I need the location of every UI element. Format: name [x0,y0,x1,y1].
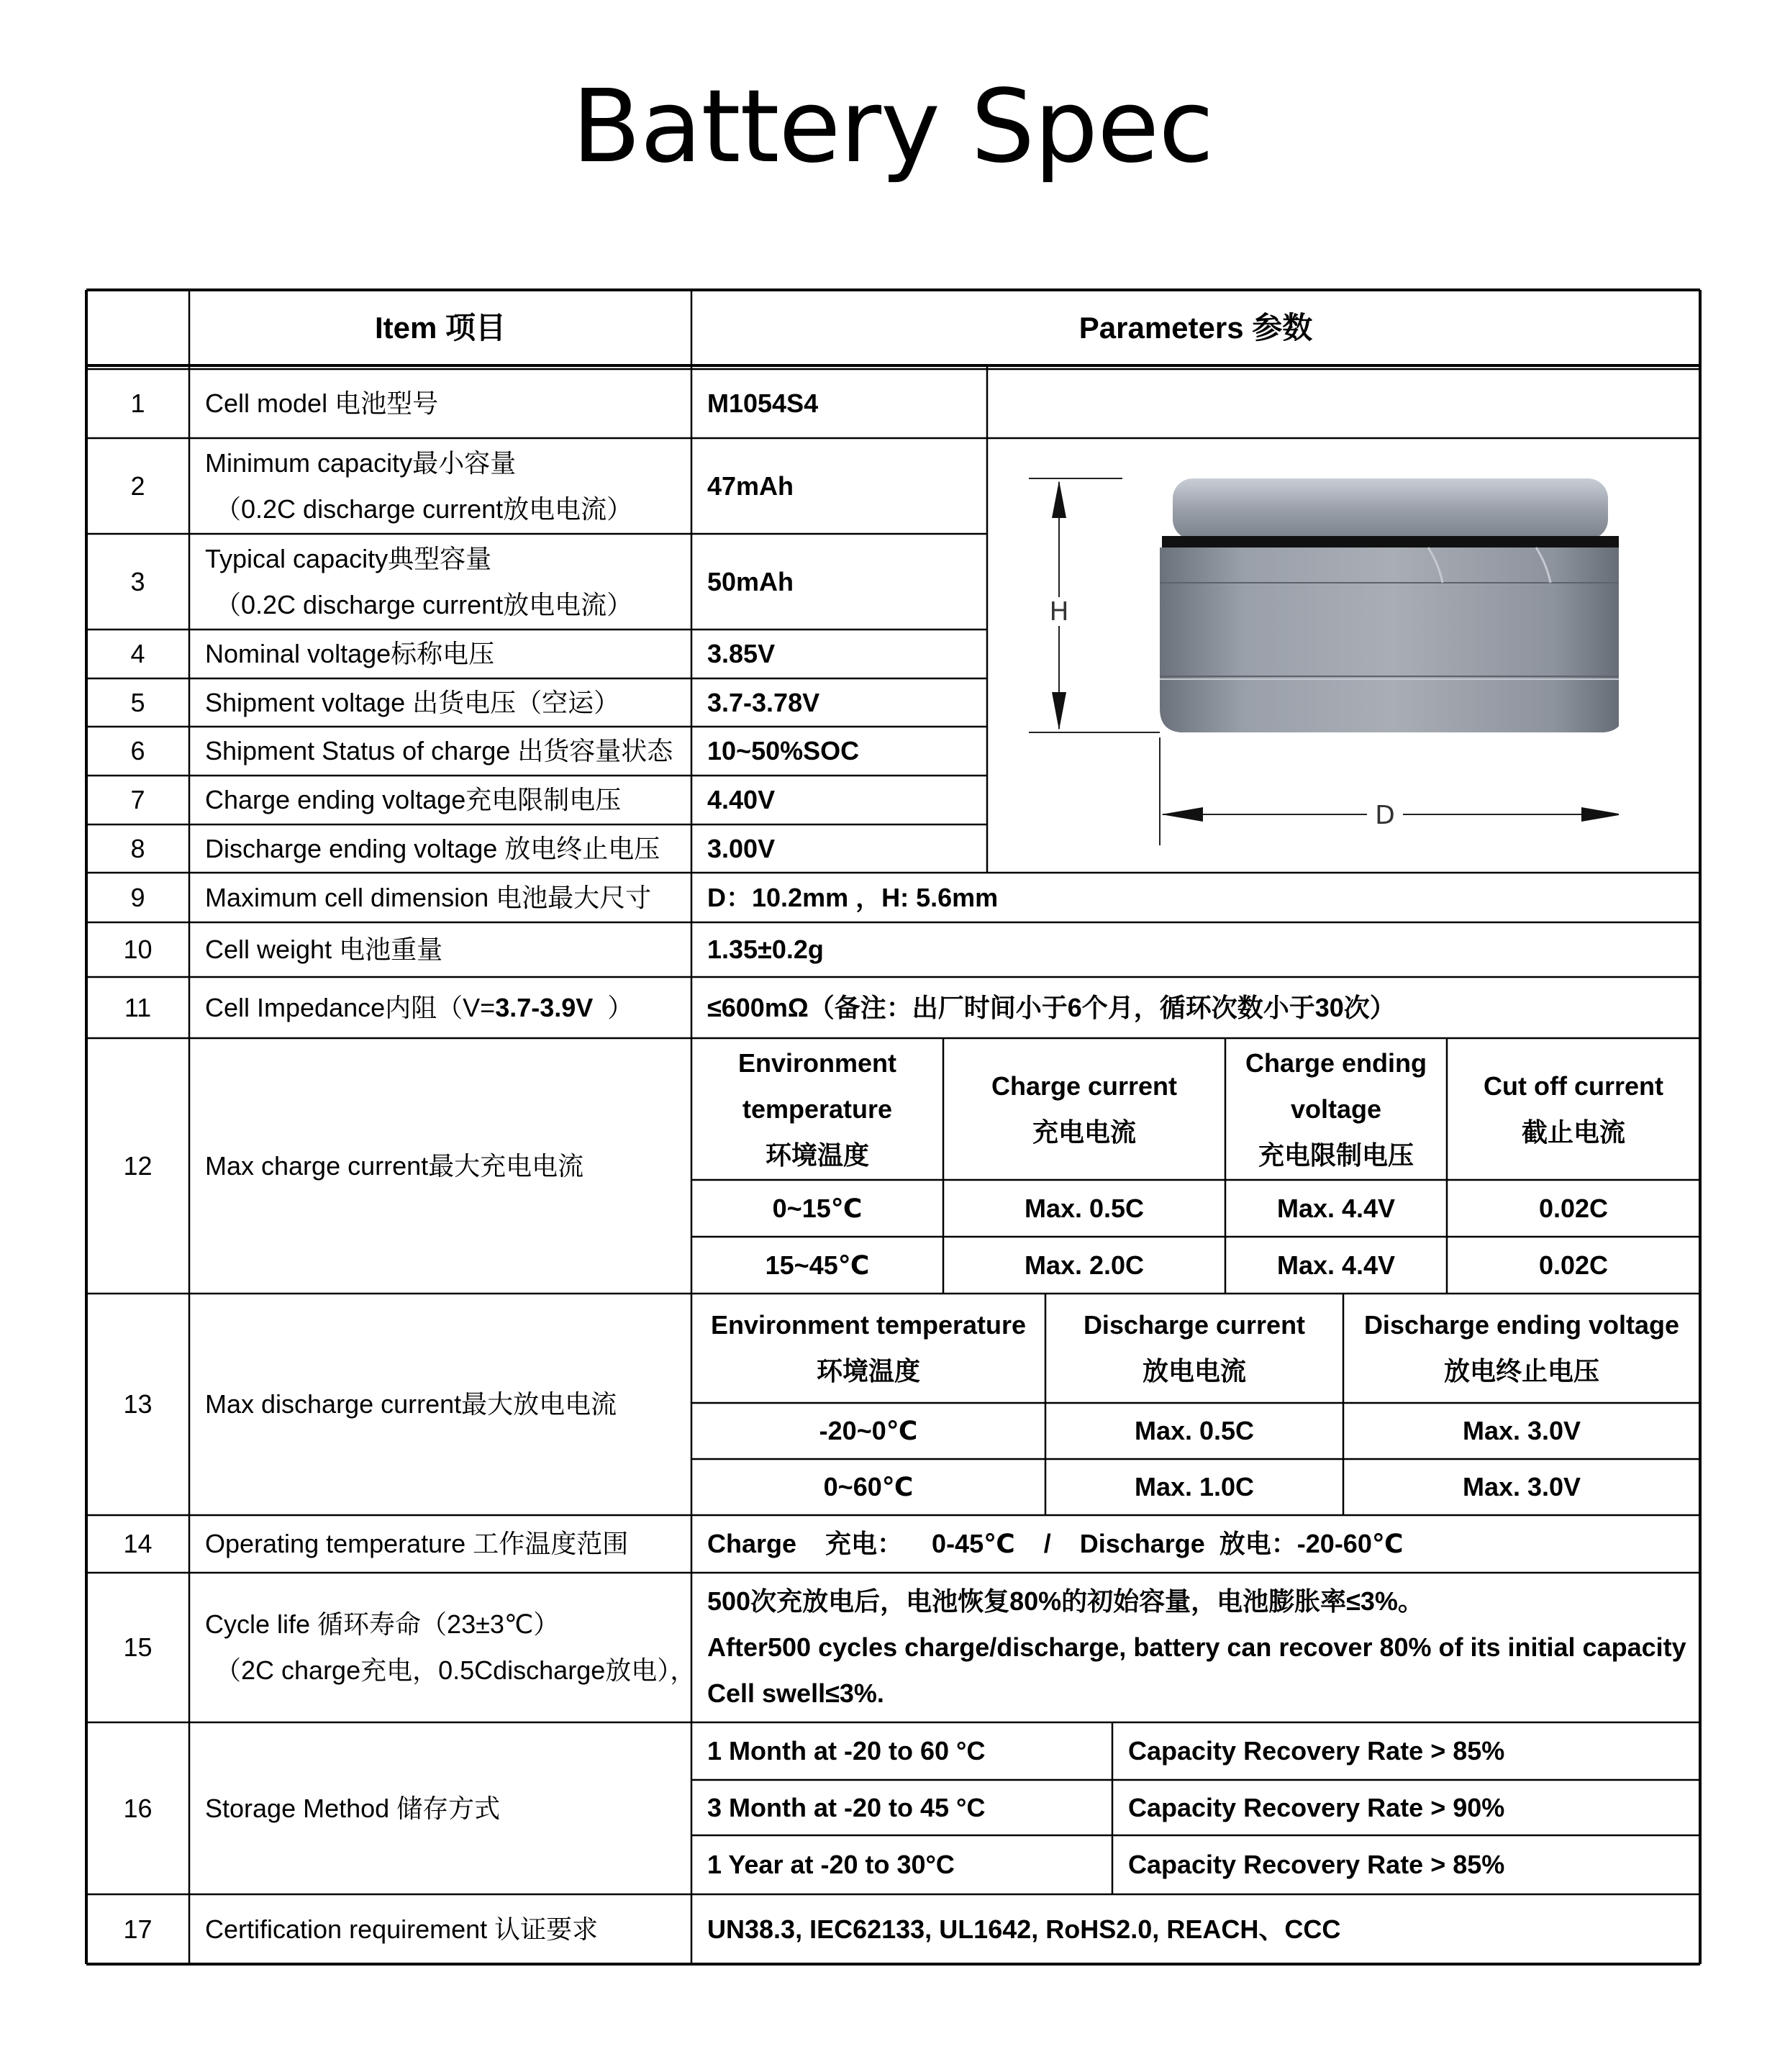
row-number: 13 [123,1389,153,1419]
charge-header-environment [691,1038,943,1180]
battery-body [1160,547,1619,732]
value-cycle-life [691,1573,1700,1722]
row-number: 7 [130,785,145,814]
item-discharge-ending-voltage: Discharge ending voltage 放电终止电压 [205,833,660,863]
value-cell-impedance: ≤600mΩ（备注：出厂时间小于6个月，循环次数小于30次） [707,992,1396,1022]
storage-recovery-rate: Capacity Recovery Rate > 90% [1128,1792,1505,1822]
discharge-header-current [1045,1294,1343,1403]
charge-cell: 0~15℃ [772,1193,863,1223]
battery-drawing [1000,460,1619,849]
item-label: Typical capacity典型容量 [205,543,492,573]
storage-condition: 3 Month at -20 to 45 °C [707,1792,986,1822]
discharge-cell: -20~0℃ [819,1416,918,1445]
item-voltage-range: 3.7-3.9V [495,992,594,1022]
item-sublabel: （0.2C discharge current放电电流） [215,494,633,524]
item-charge-ending-voltage: Charge ending voltage充电限制电压 [205,785,622,814]
header-parameters: Parameters 参数 [1078,310,1313,345]
header-line: Charge current [991,1071,1178,1101]
row-number: 16 [123,1793,153,1823]
height-label: H [1049,597,1069,627]
header-line: Cut off current [1484,1071,1663,1101]
storage-condition: 1 Year at -20 to 30°C [707,1850,955,1879]
charge-header-ending-voltage [1225,1038,1447,1180]
charge-cell: Max. 0.5C [1024,1193,1145,1223]
header-line: 放电电流 [1142,1356,1246,1386]
item-nominal-voltage: Nominal voltage标称电压 [205,639,495,668]
header-line: 截止电流 [1521,1117,1625,1147]
header-item: Item 项目 [374,310,507,345]
value-certification: UN38.3, IEC62133, UL1642, RoHS2.0, REACH、CCC [707,1914,1341,1944]
header-line: 充电限制电压 [1258,1140,1414,1170]
header-line: 放电终止电压 [1443,1356,1599,1386]
storage-recovery-rate: Capacity Recovery Rate > 85% [1128,1850,1505,1879]
diameter-label: D [1375,801,1395,830]
row-number: 10 [123,935,153,964]
row-number: 6 [130,736,145,765]
item-cell-model: Cell model 电池型号 [205,388,439,418]
item-label: Cell Impedance内阻（V= [205,992,496,1022]
item-typical-capacity [189,534,691,630]
item-certification: Certification requirement 认证要求 [205,1914,599,1944]
cycle-life-line: 500次充放电后，电池恢复80%的初始容量，电池膨胀率≤3%。 [707,1586,1424,1616]
battery-band [1162,536,1619,547]
item-max-discharge-current: Max discharge current最大放电电流 [205,1389,617,1419]
storage-condition: 1 Month at -20 to 60 °C [707,1736,986,1766]
item-sublabel: （2C charge充电，0.5Cdischarge放电）， [215,1655,696,1685]
arrow-right-icon [1581,807,1619,822]
header-line: Discharge ending voltage [1363,1310,1680,1340]
arrow-up-icon [1052,481,1066,518]
item-operating-temperature: Operating temperature 工作温度范围 [205,1529,629,1558]
row-number: 5 [130,687,145,717]
item-max-charge-current: Max charge current最大充电电流 [205,1150,584,1181]
value-typical-capacity: 50mAh [707,566,794,596]
charge-cell: 0.02C [1538,1250,1609,1280]
header-line: 充电电流 [1032,1117,1136,1147]
row-number: 9 [130,882,145,912]
value-cell-weight: 1.35±0.2g [707,935,824,964]
header-line: Environment [737,1048,897,1078]
item-label: Minimum capacity最小容量 [205,447,517,478]
value-discharge-ending-voltage: 3.00V [707,833,776,863]
discharge-cell: Max. 3.0V [1462,1416,1581,1445]
arrow-down-icon [1052,692,1066,730]
value-shipment-soc: 10~50%SOC [707,736,860,765]
discharge-cell: Max. 3.0V [1462,1472,1581,1501]
charge-header-current [943,1038,1225,1180]
item-label: Cycle life 循环寿命（23±3℃） [205,1609,560,1639]
item-max-dimension: Maximum cell dimension 电池最大尺寸 [205,882,652,912]
header-line: 环境温度 [765,1140,869,1170]
row-number: 11 [124,992,152,1022]
header-line: 环境温度 [816,1356,920,1386]
row-number: 8 [130,833,145,863]
charge-cell: Max. 4.4V [1276,1250,1396,1280]
discharge-cell: Max. 0.5C [1134,1416,1255,1445]
item-shipment-voltage: Shipment voltage 出货电压（空运） [205,687,620,717]
item-sublabel: （0.2C discharge current放电电流） [215,589,633,619]
value-cell-model: M1054S4 [707,388,819,418]
row-number: 17 [123,1914,153,1944]
value-max-dimension: D：10.2mm ，H: 5.6mm [707,882,999,912]
item-cell-weight: Cell weight 电池重量 [205,935,443,964]
header-line: Charge ending [1245,1048,1427,1078]
row-number: 4 [130,639,145,668]
value-charge-ending-voltage: 4.40V [707,785,776,814]
charge-cell: 0.02C [1538,1193,1609,1223]
item-shipment-soc: Shipment Status of charge 出货容量状态 [205,736,673,765]
item-cell-impedance [189,977,691,1038]
cycle-life-line: After500 cycles charge/discharge, battery can recover 80% of its initial capacity [707,1632,1686,1662]
page-title: Battery Spec [571,68,1214,186]
storage-recovery-rate: Capacity Recovery Rate > 85% [1128,1736,1505,1766]
header-line: Discharge current [1083,1310,1306,1340]
value-nominal-voltage: 3.85V [707,639,776,668]
discharge-header-ending-voltage [1343,1294,1700,1403]
header-line: Environment temperature [710,1310,1027,1340]
header-line: temperature [742,1094,893,1124]
charge-cell: Max. 2.0C [1024,1250,1145,1280]
item-minimum-capacity [189,438,691,534]
charge-header-cutoff [1447,1038,1700,1180]
item-cycle-life [189,1573,696,1722]
charge-cell: Max. 4.4V [1276,1193,1396,1223]
arrow-left-icon [1161,807,1203,822]
discharge-cell: 0~60℃ [823,1472,914,1501]
discharge-cell: Max. 1.0C [1134,1472,1255,1501]
header-line: voltage [1290,1094,1382,1124]
row-number: 1 [130,388,145,418]
value-operating-temperature: Charge 充电： 0-45℃ / Discharge 放电：-20-60℃ [707,1529,1404,1558]
row-number: 15 [123,1632,153,1662]
row-number: 14 [123,1529,153,1558]
charge-cell: 15~45℃ [765,1250,870,1280]
value-minimum-capacity: 47mAh [707,471,794,501]
row-number: 2 [130,471,145,501]
discharge-header-environment [691,1294,1045,1403]
item-label-tail: ） [593,992,634,1022]
item-storage-method: Storage Method 储存方式 [205,1793,501,1823]
row-number: 3 [130,566,145,596]
row-number: 12 [123,1150,153,1181]
value-shipment-voltage: 3.7-3.78V [707,687,820,717]
battery-top-cap [1173,478,1608,540]
cycle-life-line: Cell swell≤3%. [707,1678,884,1708]
